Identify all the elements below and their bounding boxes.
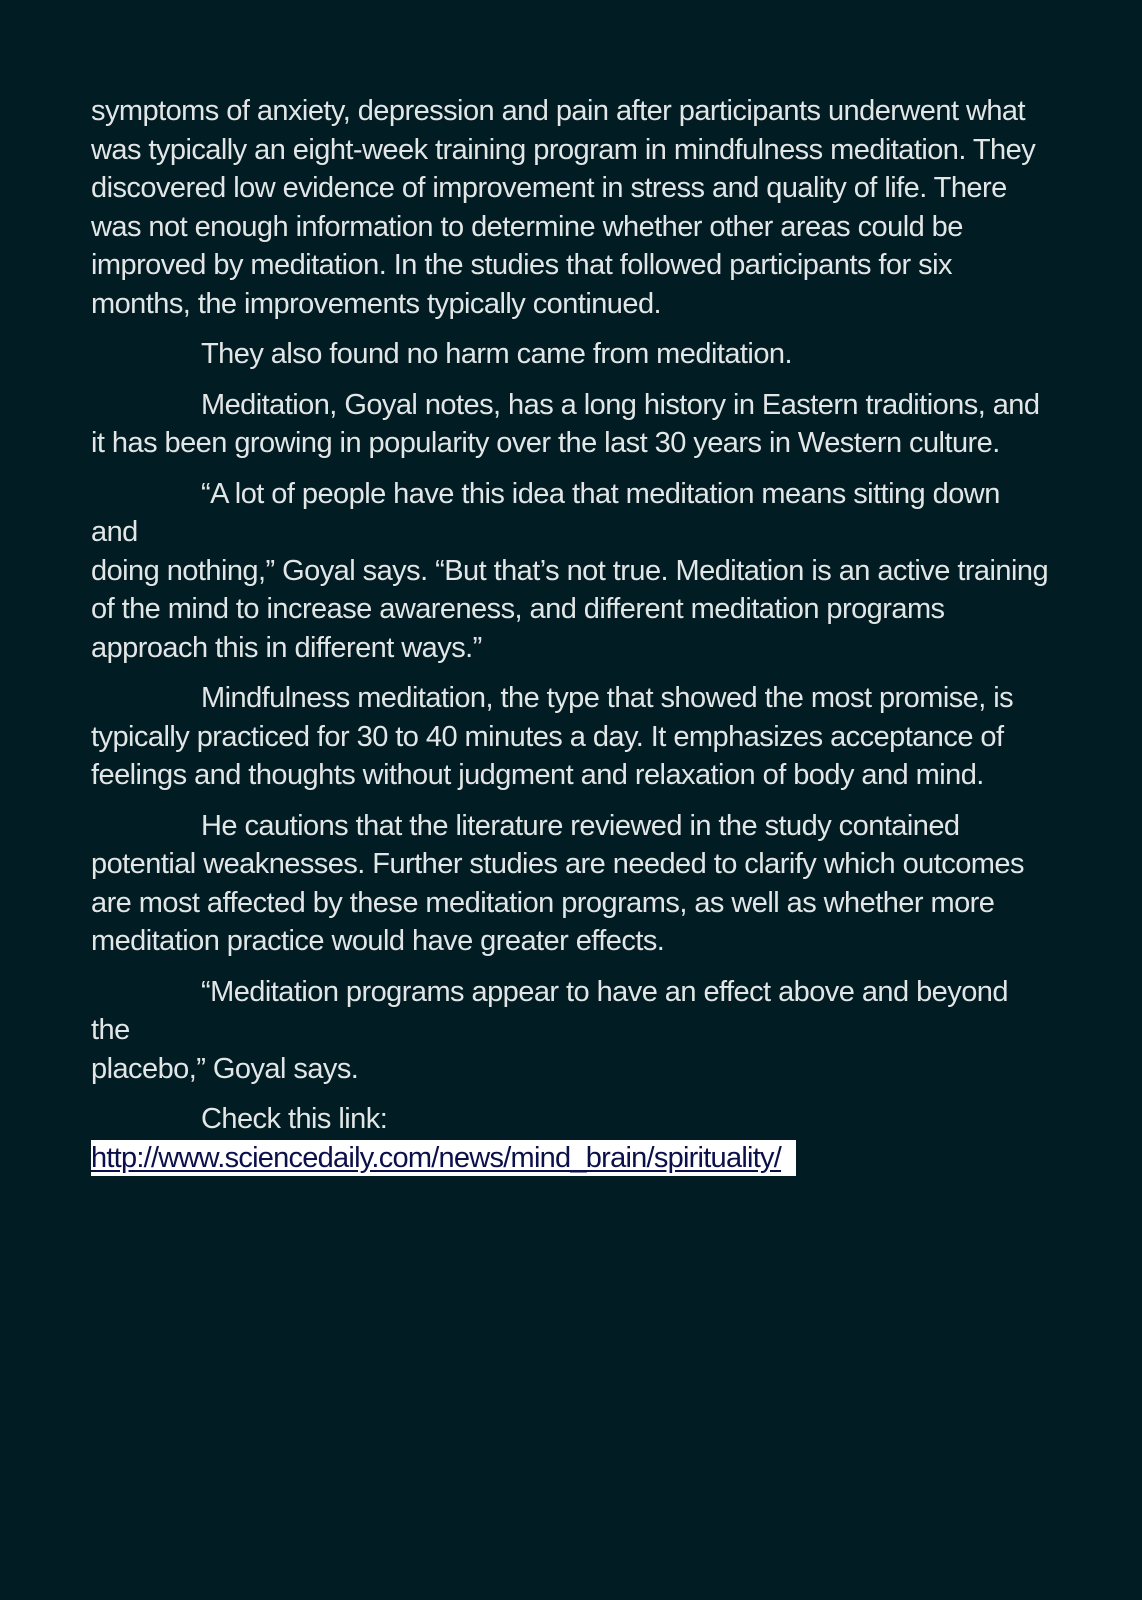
document-body [91,92,1051,1177]
link-intro: Check this link: [201,1103,388,1135]
link-container [91,1139,1051,1178]
paragraph-cautions: He cautions that the literature reviewed in the study contained potential weaknesses. Further studies are needed to clarify which outcomes are most affected by these meditation programs, as well as whether more meditation practice would have greater effects. [91,809,1024,957]
paragraph-symptoms: symptoms of anxiety, depression and pain after participants underwent what was typically an eight-week training program in mindfulness meditation. They discovered low evidence of improvement in stress and quality of life. There was not enough information to determine whether other areas could be improved by meditation. In the studies that followed participants for six months, the improvements typically continued. [91,95,1036,320]
paragraph-no-harm: They also found no harm came from meditation. [201,338,792,370]
paragraph-quote-placebo: “Meditation programs appear to have an effect above and beyond the placebo,” Goyal says. [91,975,1008,1085]
paragraph-quote-active-training: “A lot of people have this idea that meditation means sitting down and doing nothing,” Goyal says. “But that’s not true. Meditation is an active training of the mind to increase awareness, and different meditation programs approach this in different ways.” [91,477,1049,664]
paragraph-mindfulness: Mindfulness meditation, the type that showed the most promise, is typically practiced for 30 to 40 minutes a day. It emphasizes acceptance of feelings and thoughts without judgment and relaxation of body and mind. [91,682,1014,791]
link-highlight [91,1140,796,1176]
paragraph-history: Meditation, Goyal notes, has a long history in Eastern traditions, and it has been growing in popularity over the last 30 years in Western culture. [91,388,1040,459]
spirituality-news-link[interactable]: http://www.sciencedaily.com/news/mind_brain/spirituality/ [91,1141,782,1174]
